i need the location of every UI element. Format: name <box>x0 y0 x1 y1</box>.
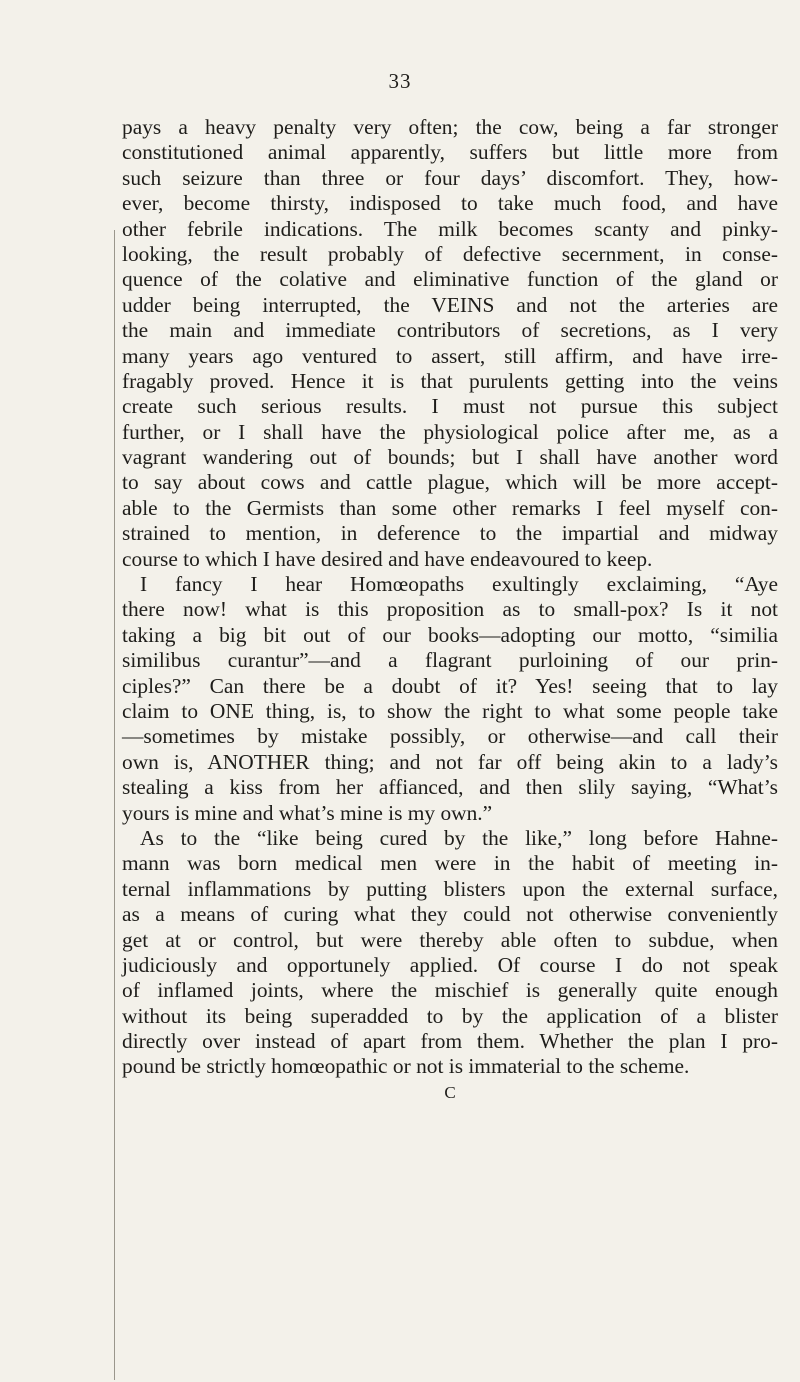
text-line: the main and immediate contributors of secretions, as I very <box>122 318 778 343</box>
text-line: further, or I shall have the physiological police after me, as a <box>122 419 778 444</box>
text-line: fragably proved. Hence it is that purulents getting into the veins <box>122 368 778 393</box>
text-line: ternal inflammations by putting blisters upon the external surface, <box>122 876 778 901</box>
text-line: own is, ANOTHER thing; and not far off being akin to a lady’s <box>122 749 778 774</box>
text-line: looking, the result probably of defective secernment, in conse- <box>122 241 778 266</box>
text-line: stealing a kiss from her affianced, and then slily saying, “What’s <box>122 775 778 800</box>
text-line: taking a big bit out of our books—adopting our motto, “similia <box>122 622 778 647</box>
text-line: there now! what is this proposition as to small-pox? Is it not <box>122 597 778 622</box>
text-line: directly over instead of apart from them. Whether the plan I pro- <box>122 1029 778 1054</box>
text-line: quence of the colative and eliminative function of the gland or <box>122 267 778 292</box>
text-line: get at or control, but were thereby able often to subdue, when <box>122 927 778 952</box>
text-line: other febrile indications. The milk becomes scanty and pinky- <box>122 216 778 241</box>
text-line: pound be strictly homœopathic or not is immaterial to the scheme. <box>122 1054 690 1079</box>
text-line: udder being interrupted, the VEINS and not the arteries are <box>122 292 778 317</box>
text-line: such seizure than three or four days’ discomfort. They, how- <box>122 165 778 190</box>
page-edge-shadow <box>114 230 115 1380</box>
text-line: as a means of curing what they could not otherwise conveniently <box>122 902 778 927</box>
text-line: of inflamed joints, where the mischief is generally quite enough <box>122 978 778 1003</box>
text-line: vagrant wandering out of bounds; but I shall have another word <box>122 445 778 470</box>
signature-mark: C <box>444 1082 456 1102</box>
text-line: mann was born medical men were in the habit of meeting in- <box>122 851 778 876</box>
text-line: ciples?” Can there be a doubt of it? Yes! seeing that to lay <box>122 673 778 698</box>
text-line: ever, become thirsty, indisposed to take much food, and have <box>122 191 778 216</box>
page-number: 33 <box>388 69 412 93</box>
text-line: create such serious results. I must not pursue this subject <box>122 394 778 419</box>
text-line: pays a heavy penalty very often; the cow, being a far stronger <box>122 115 778 139</box>
body-text <box>122 115 778 1105</box>
text-line: As to the “like being cured by the like,” long before Hahne- <box>140 825 778 850</box>
text-line: to say about cows and cattle plague, which will be more accept- <box>122 470 778 495</box>
text-line: without its being superadded to by the application of a blister <box>122 1003 778 1028</box>
text-line: similibus curantur”—and a flagrant purloining of our prin- <box>122 648 778 673</box>
text-line: yours is mine and what’s mine is my own.” <box>122 800 493 825</box>
text-line: strained to mention, in deference to the impartial and midway <box>122 521 778 546</box>
text-line: claim to ONE thing, is, to show the right to what some people take <box>122 698 778 723</box>
text-line: able to the Germists than some other remarks I feel myself con- <box>122 495 778 520</box>
text-line: I fancy I hear Homœopaths exultingly exclaiming, “Aye <box>140 572 778 597</box>
text-line: many years ago ventured to assert, still affirm, and have irre- <box>122 343 778 368</box>
text-line: course to which I have desired and have endeavoured to keep. <box>122 546 653 571</box>
text-line: —sometimes by mistake possibly, or otherwise—and call their <box>122 724 778 749</box>
text-line: judiciously and opportunely applied. Of course I do not speak <box>122 952 778 977</box>
text-line: constitutioned animal apparently, suffers but little more from <box>122 140 778 165</box>
